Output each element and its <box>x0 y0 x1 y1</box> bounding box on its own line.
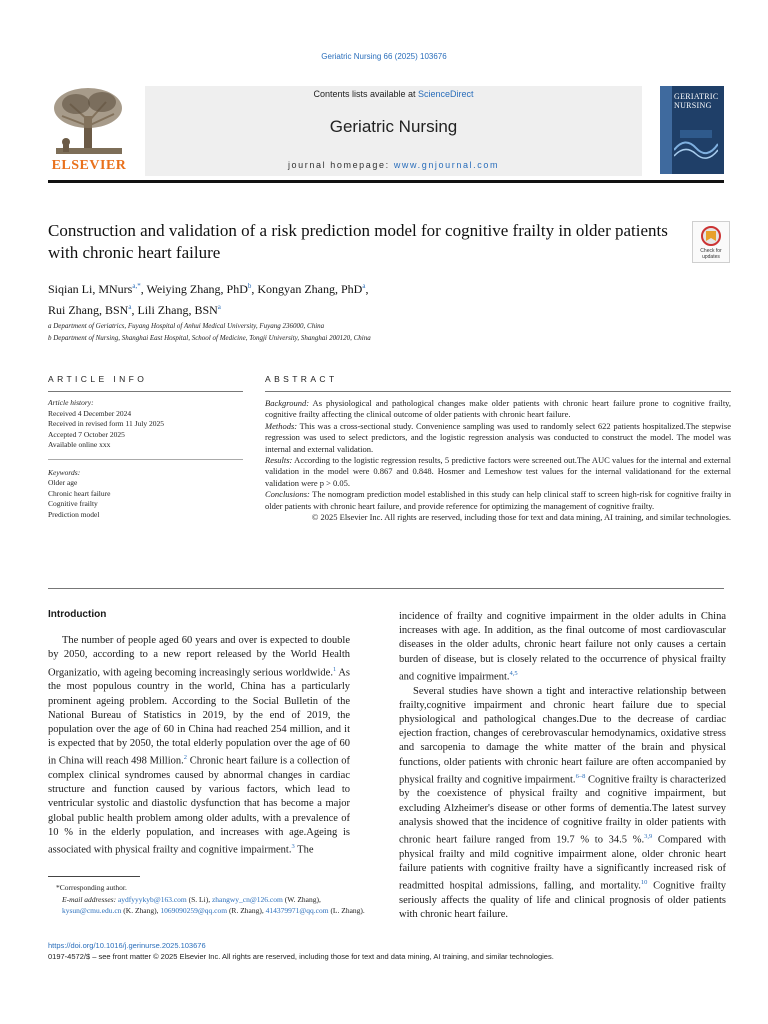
citation-link[interactable]: 4,5 <box>509 669 518 677</box>
email-link[interactable]: 414379971@qq.com <box>265 906 329 915</box>
keyword: Chronic heart failure <box>48 488 111 498</box>
check-for-updates-badge[interactable] <box>692 221 730 263</box>
cover-strip <box>660 86 672 174</box>
abstract-rule <box>265 391 731 392</box>
contents-prefix: Contents lists available at <box>313 89 419 99</box>
history-item: Received in revised form 11 July 2025 <box>48 419 164 428</box>
doi-link[interactable]: https://doi.org/10.1016/j.gerinurse.2025.103676 <box>48 941 206 950</box>
abstract-methods: Methods: This was a cross-sectional study. Convenience sampling was used to randomly select 622 patients hospitalized.The stepwise regression was used to select predictors, and the logistic regression analysis was conducted to construct the model. The model was internal and external validation. <box>265 420 731 454</box>
homepage-prefix: journal homepage: <box>287 160 394 170</box>
citation-link[interactable]: 6–8 <box>575 772 586 780</box>
author[interactable]: Kongyan Zhang, PhD <box>257 282 363 296</box>
body-column-right <box>399 610 726 922</box>
history-item: Received 4 December 2024 <box>48 408 132 418</box>
masthead <box>48 86 724 178</box>
issn-line: 0197-4572/$ – see front matter © 2025 Elsevier Inc. All rights are reserved, including those for text and data mining, AI training, and similar technologies. <box>48 952 554 961</box>
footnote-rule <box>48 876 140 877</box>
abstract-background: Background: As physiological and pathological changes make older patients with chronic heart failure prone to cognitive frailty, cognitive frailty affecting the clinical outcome of older patients with chronic heart failure. <box>265 398 731 420</box>
keyword: Prediction model <box>48 509 100 519</box>
citation-link[interactable]: 3,9 <box>644 833 653 841</box>
info-separator <box>48 459 243 460</box>
author[interactable]: Siqian Li, MNurs <box>48 282 133 296</box>
keyword: Cognitive frailty <box>48 499 98 508</box>
article-title: Construction and validation of a risk prediction model for cognitive frailty in older patients with chronic heart failure <box>48 221 668 262</box>
affiliation-a: a Department of Geriatrics, Fuyang Hospital of Anhui Medical University, Fuyang 236000, China <box>48 322 325 330</box>
citation-link[interactable]: 2 <box>183 754 187 762</box>
article-info-rule <box>48 391 243 392</box>
introduction-heading: Introduction <box>48 609 107 620</box>
cover-illustration <box>674 126 718 162</box>
sciencedirect-link[interactable]: ScienceDirect <box>418 89 474 99</box>
email-link[interactable]: kysun@cmu.edu.cn <box>62 906 122 915</box>
masthead-rule <box>48 180 724 183</box>
body-paragraph: Several studies have shown a tight and interactive relationship between frailty,cognitive impairment and chronic heart failure due to special physiological and pathological changes.Due to the decrease of cardiac ejection fraction, changes of cerebrovascular hemodynamics, oxidative stress and sarcopenia to damage the white matter of the brain and physical functions, older patients with chronic heart failure are often accompanied by physical frailty and cognitive impairment.$^{6-8}$ Cognitive frailty is characterized by the coexistence of physical frailty and cognitive impairment, but excluding Alzheimer's disease or other forms of dementia.The latest survey analysis showed that the incidence of cognitive frailty in older patients with chronic heart failure ranged from 19.7 % to 34.5 %.$^{3,9}$ Compared with physical frailty and mild cognitive impairment alone, older chronic heart failure patients with cognitive frailty have a significantly increased risk of readmitted hospital admissions, falling, and mortality.$^{10}$ Cognitive frailty seriously affects the quality of life and clinical prognosis of older patients with chronic heart failure. <box>399 685 727 921</box>
elsevier-wordmark: ELSEVIER <box>51 158 127 173</box>
article-info-heading: ARTICLE INFO <box>48 374 148 384</box>
body-paragraph: incidence of frailty and cognitive impairment in the older adults in China increases with age. In addition, as the final outcome of most cardiovascular diseases in the older adults, chronic heart failure not only causes a certain burden of disease, but is closely related to the occurrence of physical frailty and cognitive impairment.$^{4,5}$ <box>399 611 726 683</box>
author[interactable]: Rui Zhang, BSN <box>48 303 129 317</box>
homepage-link[interactable]: www.gnjournal.com <box>393 160 500 170</box>
abstract-conclusions: Conclusions: The nomogram prediction model established in this study can help clinical staff to screen high-risk for cognitive frailty in older patients with chronic heart failure, and provide reference for optimizing the management of cognitive frailty. <box>265 489 731 511</box>
check-updates-label: Check for updates <box>700 248 722 260</box>
affiliations <box>48 320 724 344</box>
cover-title: GERIATRIC NURSING <box>674 92 719 110</box>
author-list: Siqian Li, MNurs$^{a,*}$, Weiying Zhang, PhD$^b$, Kongyan Zhang, PhD$^a$, Rui Zhang, BSN$^a$, Lili Zhang, BSN$^a$ <box>48 282 369 317</box>
masthead-banner <box>145 86 642 176</box>
abstract-results: Results: According to the logistic regression results, 5 predictive factors were screened out.The AUC values for the internal and external validation in the model were 0.867 and 0.848. Hosmer and Lemeshow test values for the internal validationand for the external validation were p > 0.05. <box>265 455 731 488</box>
journal-homepage <box>145 160 642 170</box>
email-link[interactable]: aydfyyykyb@163.com <box>117 894 187 904</box>
history-heading: Article history: <box>48 398 94 407</box>
contents-line <box>145 89 642 99</box>
history-item: Accepted 7 October 2025 <box>48 429 125 439</box>
journal-reference[interactable]: Geriatric Nursing 66 (2025) 103676 <box>321 52 447 61</box>
abstract-heading: ABSTRACT <box>265 374 338 384</box>
keyword: Older age <box>48 478 78 487</box>
article-info <box>48 398 243 520</box>
page-footer <box>48 940 728 962</box>
body-paragraph: The number of people aged 60 years and over is expected to double by 2050, according to a new report released by the World Health Organizatio, with ageing becoming increasingly serious worldwide.$^1$ As the most populous country in the world, China has a particularly prominent ageing problem. According to the Social Bulletin of the National Bureau of Statistics in 2019, by the end of 2019, the population over the age of 60 in China had reached 254 million, and it is expected that by 2050, the total elderly population over the age of 60 in China will reach 498 Million.$^2$ Chronic heart failure is a collection of complex clinical syndromes caused by abnormal changes in cardiac structure and function caused by various factors, which lead to ventricular systolic and diastolic dysfunction that has become a major global public health problem among older adults, with a prevalence of 10 % in the elderly population, and increases with age.Ageing is associated with physical frailty and cognitive impairment.$^3$ The <box>48 635 351 856</box>
check-updates-icon <box>693 222 729 248</box>
affiliation-b: b Department of Nursing, Shanghai East Hospital, School of Medicine, Tongji University, Shanghai 200120, China <box>48 334 371 342</box>
body-column-left <box>48 608 350 858</box>
author[interactable]: Weiying Zhang, PhD <box>146 282 248 296</box>
footnotes <box>48 882 368 917</box>
author[interactable]: Lili Zhang, BSN <box>137 303 218 317</box>
journal-cover <box>660 86 724 174</box>
email-link[interactable]: 1069090259@qq.com <box>160 906 228 915</box>
citation-link[interactable]: 10 <box>640 879 648 887</box>
abstract-bottom-rule <box>48 588 724 589</box>
email-link[interactable]: zhangwy_cn@126.com <box>211 894 283 904</box>
corresponding-author-note: *Corresponding author. <box>56 883 127 892</box>
history-item: Available online xxx <box>48 440 111 449</box>
abstract-body <box>265 398 731 523</box>
email-addresses: E-mail addresses: aydfyyykyb@163.com (S. Li), zhangwy_cn@126.com (W. Zhang), kysun@cmu.edu.cn (K. Zhang), 1069090259@qq.com (R. Zhang), 414379971@qq.com (L. Zhang). <box>62 894 365 915</box>
citation-link[interactable]: 1 <box>332 665 337 673</box>
journal-title: Geriatric Nursing <box>329 117 458 136</box>
abstract-copyright: © 2025 Elsevier Inc. All rights are reserved, including those for text and data mining, AI training, and similar technologies. <box>311 512 731 523</box>
citation-link[interactable]: 3 <box>291 843 295 851</box>
keywords-heading: Keywords: <box>48 467 81 477</box>
